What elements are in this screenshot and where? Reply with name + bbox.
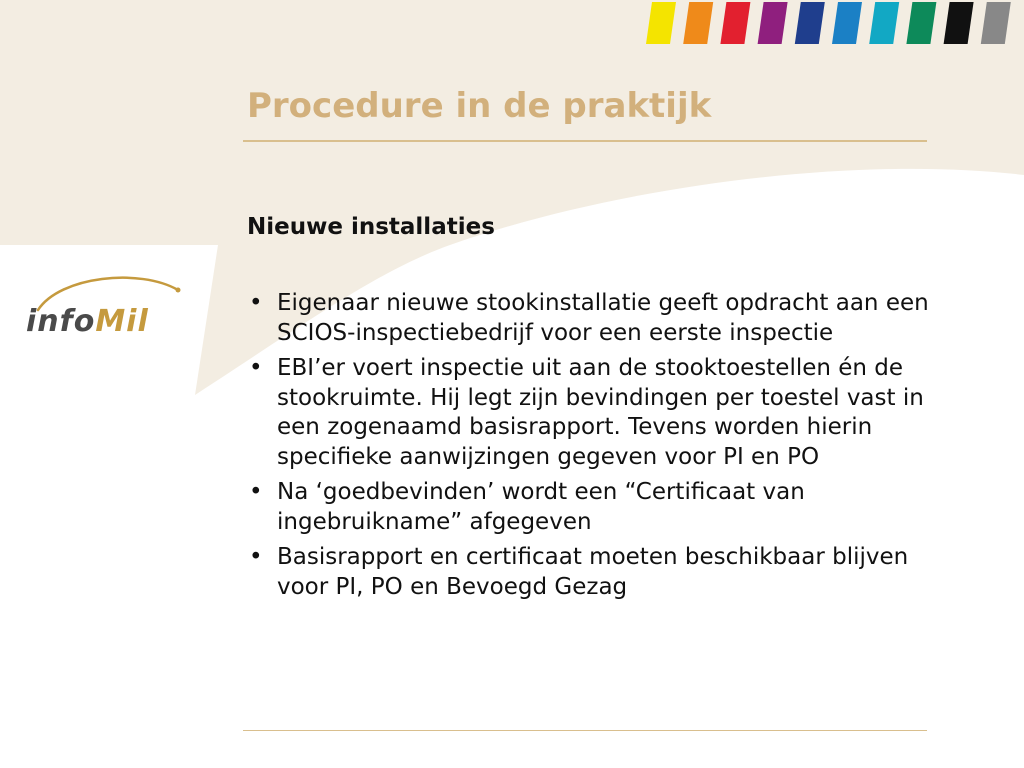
- color-bar: [832, 2, 862, 44]
- bullet-text: Basisrapport en certificaat moeten beschikbaar blijven voor PI, PO en Bevoegd Gezag: [277, 544, 909, 600]
- bullet-item: [247, 354, 937, 472]
- color-bar: [758, 2, 788, 44]
- color-bar: [683, 2, 713, 44]
- slide-title: Procedure in de praktijk: [247, 86, 712, 126]
- bullet-icon: •: [249, 355, 263, 381]
- bullet-text: Eigenaar nieuwe stookinstallatie geeft opdracht aan een SCIOS-inspectiebedrijf voor een eerste inspectie: [277, 290, 929, 346]
- bullet-icon: •: [249, 544, 263, 570]
- color-bar: [720, 2, 750, 44]
- infomil-logo: [20, 268, 190, 348]
- bullet-icon: •: [249, 479, 263, 505]
- title-divider: [243, 140, 927, 142]
- bullet-text: Na ‘goedbevinden’ wordt een “Certificaat van ingebruikname” afgegeven: [277, 479, 805, 535]
- bullet-text: EBI’er voert inspectie uit aan de stooktoestellen én de stookruimte. Hij legt zijn bevindingen per toestel vast in een zogenaamd basisrapport. Tevens worden hierin specifieke aanwijzingen gegeven voor PI en PO: [277, 355, 924, 470]
- section-heading: Nieuwe installaties: [247, 214, 495, 240]
- bullet-item: [247, 543, 937, 602]
- logo-wordmark: [26, 304, 149, 339]
- bullet-list: [247, 289, 937, 608]
- bullet-icon: •: [249, 290, 263, 316]
- color-bar: [944, 2, 974, 44]
- color-bar-strip: [0, 0, 1024, 60]
- bullet-item: [247, 478, 937, 537]
- logo-text-info: info: [26, 304, 96, 339]
- color-bar: [869, 2, 899, 44]
- color-bar: [795, 2, 825, 44]
- bullet-item: [247, 289, 937, 348]
- logo-text-mil: Mil: [95, 304, 149, 339]
- color-bar: [646, 2, 676, 44]
- color-bar: [906, 2, 936, 44]
- color-bar: [981, 2, 1011, 44]
- footer-divider: [243, 730, 927, 731]
